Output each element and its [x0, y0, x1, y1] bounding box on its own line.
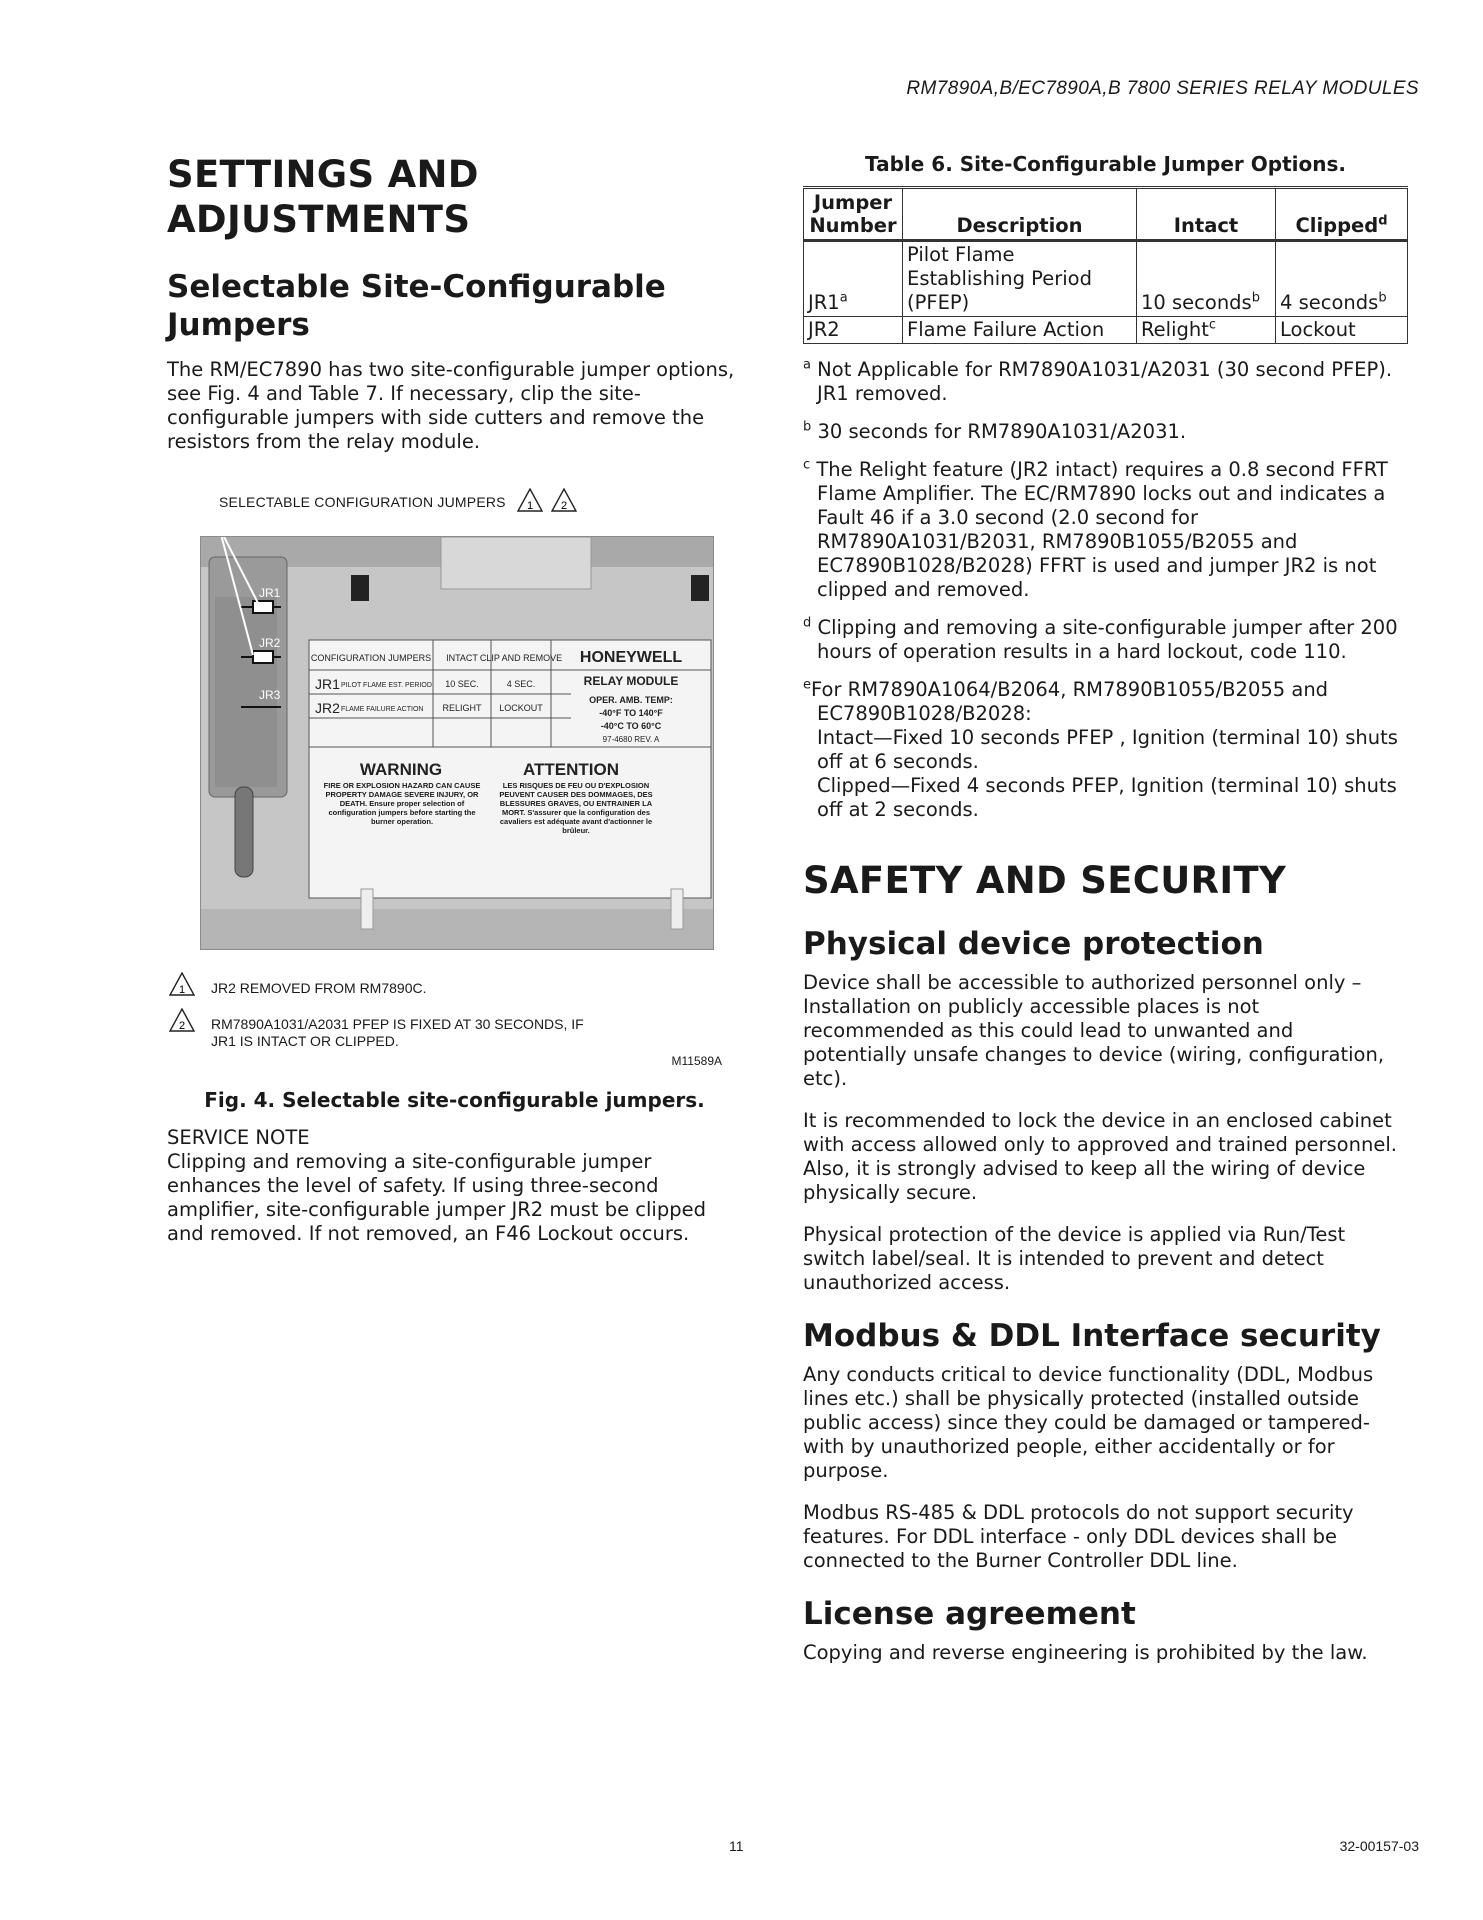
footnote-d [803, 616, 1403, 664]
cell-num [804, 241, 903, 317]
cell-intact-text: 10 seconds [1141, 291, 1252, 314]
th-clipped-text: Clipped [1295, 214, 1379, 237]
physical-p3: Physical protection of the device is applied via Run/Test switch label/seal. It is intended to prevent and detect unauthorized access. [803, 1223, 1346, 1294]
physical-heading: Physical device protection [803, 926, 1264, 962]
relay-module-drawing [201, 537, 713, 949]
license-heading: License agreement [803, 1596, 1136, 1632]
note-tri2-text: 2 [178, 1020, 186, 1032]
lbl-r1-clip: 4 SEC. [506, 679, 536, 689]
table-row [804, 241, 1408, 317]
footnote-a-text: Not Applicable for RM7890A1031/A2031 (30 second PFEP). JR1 removed. [817, 358, 1393, 405]
figure-callout: SELECTABLE CONFIGURATION JUMPERS [219, 494, 506, 510]
document-number: 32-00157-03 [1339, 1838, 1419, 1854]
safety-heading: SAFETY AND SECURITY [803, 859, 1287, 902]
footnote-e3-text: Clipped—Fixed 4 seconds PFEP, Ignition (terminal 10) shuts off at 2 seconds. [817, 774, 1397, 821]
th-clipped [1276, 188, 1408, 241]
figure-code: M11589A [671, 1054, 722, 1068]
jr2-label: JR2 [259, 636, 281, 650]
cell-clipped-text: Lockout [1280, 318, 1356, 341]
jumpers-intro: The RM/EC7890 has two site-configurable jumper options, see Fig. 4 and Table 7. If necessary, clip the site-configurable jumpers with side cutters and remove the resistors from the relay module. [167, 358, 735, 453]
callout-triangle-2-icon [551, 488, 577, 512]
th-clipped-sup: d [1378, 213, 1388, 229]
figure-note-2b: JR1 IS INTACT OR CLIPPED. [211, 1033, 399, 1049]
cell-intact [1137, 241, 1276, 317]
footnote-a-mark: a [803, 357, 811, 373]
lbl-attention-text: LES RISQUES DE FEU OU D'EXPLOSION PEUVENT CAUSER DES DOMMAGES, DES BLESSURES GRAVES, OU ENTRAINER LA MORT. S'assurer que la configuration des cavaliers est adéquate avant d'actionner le brûleur. [499, 781, 653, 835]
lbl-jr2: JR2 [315, 700, 340, 716]
th-jumper-number: Jumper Number [804, 188, 903, 241]
lbl-r2-desc: FLAME FAILURE ACTION [341, 706, 424, 713]
jr1-label: JR1 [259, 586, 281, 600]
lbl-config: CONFIGURATION JUMPERS [310, 653, 432, 663]
lbl-clip: CLIP AND REMOVE [479, 653, 563, 663]
lbl-brand: HONEYWELL [579, 649, 683, 666]
tri1-text: 1 [526, 500, 534, 512]
table-title: Table 6. Site-Configurable Jumper Options. [865, 152, 1346, 176]
table-header-row [804, 188, 1408, 241]
figure-4 [167, 494, 732, 1074]
lbl-r1-intact: 10 SEC. [445, 679, 479, 689]
page-number: 11 [729, 1838, 744, 1854]
lbl-temp1: OPER. AMB. TEMP: [589, 695, 673, 705]
footnote-a [803, 358, 1403, 406]
footnote-b [803, 420, 1403, 444]
physical-p2: It is recommended to lock the device in an enclosed cabinet with access allowed only to approved and trained personnel. Also, it is strongly advised to keep all the wiring of device physically secure. [803, 1109, 1397, 1204]
table-row [804, 317, 1408, 344]
service-note-text: Clipping and removing a site-configurable jumper enhances the level of safety. If using three-second amplifier, site-configurable jumper JR2 must be clipped and removed. If not removed, an F46 Lockout occurs. [167, 1150, 706, 1245]
modbus-p2: Modbus RS-485 & DDL protocols do not support security features. For DDL interface - only DDL devices shall be connected to the Burner Controller DDL line. [803, 1501, 1354, 1572]
cell-desc: Pilot Flame Establishing Period (PFEP) [903, 241, 1137, 317]
relay-module-photo [200, 536, 714, 950]
cell-num [804, 317, 903, 344]
jumper-options-table [803, 186, 1408, 344]
figure-note-2 [211, 1016, 584, 1050]
cell-clipped [1276, 317, 1408, 344]
cell-num-text: JR1 [808, 291, 840, 314]
footnote-b-text: 30 seconds for RM7890A1031/A2031. [817, 420, 1187, 443]
lbl-attention: ATTENTION [522, 760, 620, 779]
footnote-e-mark: e [803, 677, 811, 693]
physical-p1: Device shall be accessible to authorized personnel only – Installation on publicly accessible places is not recommended as this could lead to unwanted and potentially unsafe changes to device (wiring, configuration, etc). [803, 971, 1385, 1090]
lbl-r1-desc: PILOT FLAME EST. PERIOD [341, 682, 432, 689]
lbl-warning-text: FIRE OR EXPLOSION HAZARD CAN CAUSE PROPERTY DAMAGE SEVERE INJURY, OR DEATH. Ensure proper selection of configuration jumpers before starting the burner operation. [323, 781, 481, 826]
jumpers-heading: Selectable Site-Configurable Jumpers [167, 269, 666, 343]
right-column [803, 152, 1403, 1665]
lbl-r2-intact: RELIGHT [442, 703, 482, 713]
footnote-d-text: Clipping and removing a site-configurable jumper after 200 hours of operation results in a hard lockout, code 110. [817, 616, 1398, 663]
footnote-c-mark: c [803, 457, 811, 473]
figure-caption: Fig. 4. Selectable site-configurable jumpers. [204, 1088, 705, 1112]
footnote-e2-text: Intact—Fixed 10 seconds PFEP , Ignition (terminal 10) shuts off at 6 seconds. [817, 726, 1398, 773]
license-text: Copying and reverse engineering is prohibited by the law. [803, 1641, 1368, 1664]
footnote-b-mark: b [803, 419, 812, 435]
running-header: RM7890A,B/EC7890A,B 7800 SERIES RELAY MODULES [906, 78, 1419, 99]
lbl-warning: WARNING [359, 760, 443, 779]
lbl-r2-clip: LOCKOUT [499, 703, 543, 713]
modbus-heading: Modbus & DDL Interface security [803, 1318, 1381, 1354]
note-tri1-text: 1 [178, 984, 186, 996]
footnote-c-text: The Relight feature (JR2 intact) requires a 0.8 second FFRT Flame Amplifier. The EC/RM7890 locks out and indicates a Fault 46 if a 3.0 second (2.0 second for RM7890A1031/B2031, RM7890B1055/B2055 and EC7890B1028/B2028) FFRT is used and jumper JR2 is not clipped and removed. [816, 458, 1388, 601]
footnote-e [803, 678, 1403, 822]
lbl-jr1: JR1 [315, 676, 340, 692]
th-description: Description [903, 188, 1137, 241]
lbl-product: RELAY MODULE [583, 674, 679, 688]
cell-clipped-text: 4 seconds [1280, 291, 1379, 314]
footnote-e1-text: For RM7890A1064/B2064, RM7890B1055/B2055 and EC7890B1028/B2028: [811, 678, 1329, 725]
th-intact: Intact [1137, 188, 1276, 241]
modbus-p1: Any conducts critical to device functionality (DDL, Modbus lines etc.) shall be physically protected (installed outside public access) since they could be damaged or tampered-with by unauthorized people, either accidentally or for purpose. [803, 1363, 1374, 1482]
figure-note-2a: RM7890A1031/A2031 PFEP IS FIXED AT 30 SECONDS, IF [211, 1016, 584, 1032]
note-triangle-2-icon [169, 1008, 195, 1032]
jr3-label: JR3 [259, 688, 281, 702]
cell-clipped-sup: b [1378, 290, 1387, 306]
cell-desc: Flame Failure Action [903, 317, 1137, 344]
cell-num-sup: a [839, 290, 848, 306]
callout-triangle-1-icon [517, 488, 543, 512]
cell-intact-sup: c [1208, 317, 1217, 333]
tri2-text: 2 [560, 500, 568, 512]
lbl-temp2: -40°F TO 140°F [599, 708, 663, 718]
lbl-intact: INTACT [446, 653, 478, 663]
cell-num-text: JR2 [808, 318, 840, 341]
lbl-rev: 97-4680 REV. A [602, 735, 660, 744]
figure-note-1: JR2 REMOVED FROM RM7890C. [211, 980, 427, 996]
note-triangle-1-icon [169, 972, 195, 996]
settings-heading: SETTINGS AND ADJUSTMENTS [167, 153, 479, 241]
cell-intact-text: Relight [1141, 318, 1209, 341]
service-note-title: SERVICE NOTE [167, 1126, 310, 1149]
footnote-d-mark: d [803, 615, 812, 631]
cell-clipped [1276, 241, 1408, 317]
left-column [167, 152, 742, 1246]
cell-intact-sup: b [1251, 290, 1260, 306]
lbl-temp3: -40°C TO 60°C [600, 721, 662, 731]
footnote-c [803, 458, 1403, 602]
cell-intact [1137, 317, 1276, 344]
